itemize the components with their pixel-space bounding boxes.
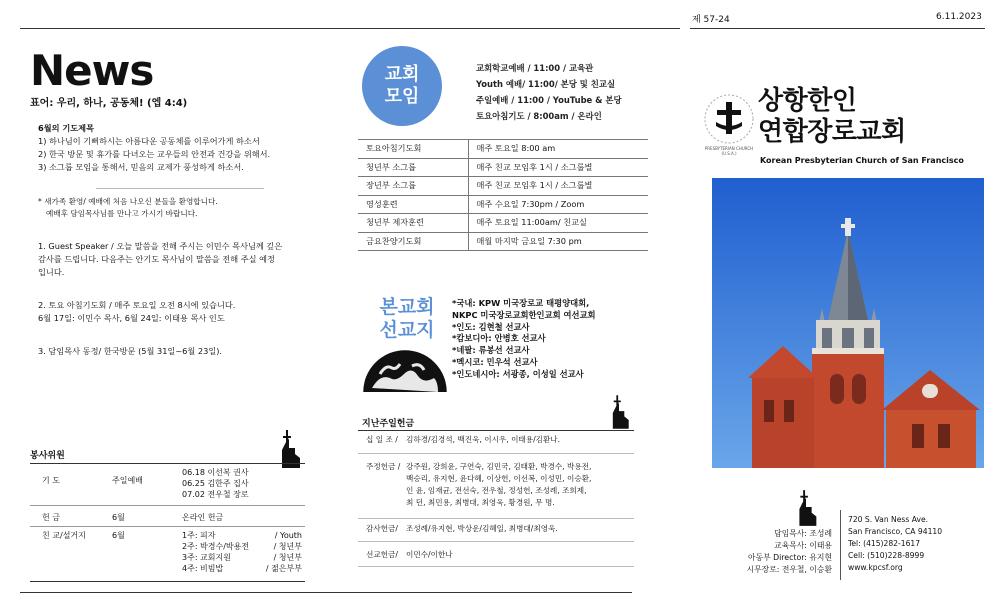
service-entry: 06.25 김한주 집사: [182, 479, 249, 488]
offering-label: 십 일 조 /: [366, 435, 398, 444]
church-address: [848, 514, 942, 574]
missions-heading-line: 본교회: [379, 296, 435, 318]
row-rule: [30, 581, 305, 582]
fellowship-week: 2주: 박경수/박용전: [182, 542, 250, 551]
mission-item: *인도네시아: 서광종, 이성일 선교사: [452, 368, 584, 379]
column-divider: [840, 510, 841, 580]
service-value: 온라인 헌금: [182, 513, 224, 522]
offering-names: 백승리, 유지현, 윤다혜, 이상헌, 이선복, 이성민, 이승환,: [406, 474, 592, 483]
offerings-rule: [358, 430, 634, 431]
announcement-line: 1. Guest Speaker / 오늘 말씀을 전해 주시는 이민수 목사님께 깊은: [38, 241, 283, 251]
staff-list: [738, 528, 832, 576]
fellowship-group: / 청년부: [273, 553, 302, 562]
offering-names: 김하경/김경석, 백진욱, 이시우, 이태용/김환나.: [406, 435, 561, 444]
mission-item: *국내: KPW 미국장로교 태평양대회,: [452, 298, 590, 308]
offering-names: 강주원, 강희윤, 구연숙, 김민국, 김태환, 박경수, 박용전,: [406, 462, 592, 471]
offering-label: 선교헌금/: [366, 550, 398, 559]
schedule-table: [358, 139, 648, 251]
prayer-title: 6월의 기도제목: [38, 123, 95, 133]
worship-time: 토요아침기도 / 8:00am / 온라인: [476, 111, 602, 121]
worship-time: 교회학교예배 / 11:00 / 교육관: [476, 63, 594, 73]
fellowship-week: 4주: 비빔밥: [182, 564, 224, 573]
schedule-name: 토요아침기도회: [358, 140, 468, 159]
worship-time: 주일예배 / 11:00 / YouTube & 본당: [476, 95, 622, 105]
offering-tithe: [366, 434, 634, 446]
staff-item: 담임목사: 조성례: [774, 529, 832, 538]
schedule-time: 매월 마지막 금요일 7:30 pm: [468, 232, 648, 251]
row-rule: [358, 541, 634, 542]
church-name: [758, 86, 906, 148]
schedule-name: 청년부 제자훈련: [358, 214, 468, 233]
announcement-1: [38, 240, 308, 279]
row-rule: [30, 505, 305, 506]
address-line: San Francisco, CA 94110: [848, 527, 943, 536]
schedule-name: 영성훈련: [358, 195, 468, 214]
service-label: 기 도: [42, 476, 60, 485]
schedule-row: [358, 195, 648, 214]
offering-names: 이민수/이한나: [406, 550, 453, 559]
prayer-topics: [38, 122, 308, 174]
globe-icon: [362, 344, 448, 392]
church-icon: [604, 394, 634, 430]
announcement-line: 입니다.: [38, 267, 65, 277]
service-label: 헌 금: [42, 513, 60, 522]
service-sub: 주일예배: [112, 476, 143, 485]
mission-item: NKPC 미국장로교회한인교회 여선교회: [452, 309, 596, 320]
mission-item: *인도: 김현철 선교사: [452, 321, 530, 332]
mission-item: *멕시코: 민우석 선교사: [452, 356, 538, 367]
announcement-line: 3. 담임목사 동정/ 한국방문 (5월 31일~6월 23일).: [38, 346, 223, 356]
service-rule: [30, 463, 305, 464]
church-photo: [712, 178, 984, 468]
row-rule: [358, 518, 634, 519]
staff-item: 시무장로: 전우철, 이승환: [746, 565, 832, 574]
worship-times: [476, 60, 622, 124]
worship-time: Youth 예배/ 11:00/ 본당 및 친교실: [476, 79, 616, 89]
row-rule: [358, 566, 634, 567]
issue-date: 6.11.2023: [936, 12, 982, 22]
service-title: 봉사위원: [30, 451, 65, 461]
fellowship-week: 1주: 피자: [182, 531, 216, 540]
news-title: News: [30, 46, 154, 95]
prayer-item: 3) 소그룹 모임을 통해서, 믿음의 교제가 풍성하게 하소서.: [38, 162, 244, 172]
church-icon: [790, 490, 822, 526]
staff-item: 교육목사: 이태용: [774, 541, 832, 550]
schedule-time: 매주 토요일 11:00am/ 친교실: [468, 214, 648, 233]
fellowship-group: / 젊은부부: [265, 564, 302, 573]
pcusa-seal-icon: [702, 92, 756, 146]
mission-item: *네팔: 류봉선 선교사: [452, 345, 530, 356]
missions-heading-line: 선교지: [379, 319, 435, 341]
address-line: 720 S. Van Ness Ave.: [848, 515, 929, 524]
service-sub: 6월: [112, 531, 125, 540]
bottom-rule: [20, 592, 632, 593]
mission-item: *캄보디아: 안병호 선교사: [452, 333, 546, 344]
announcement-line: 2. 토요 아침기도회 / 매주 토요일 오전 8시에 있습니다.: [38, 300, 236, 310]
website-link[interactable]: www.kpcsf.org: [848, 563, 903, 572]
church-name-en: Korean Presbyterian Church of San Francisco: [760, 156, 964, 165]
church-name-line: 연합장로교회: [758, 117, 906, 147]
address-line: Tel: (415)282-1617: [848, 539, 921, 548]
service-entry: 07.02 전우철 장로: [182, 490, 249, 499]
schedule-row: [358, 214, 648, 233]
missions-list: [452, 298, 596, 381]
announcement-2: [38, 299, 308, 325]
issue-number: 제 57-24: [692, 15, 730, 25]
divider: [96, 188, 264, 189]
motto: 표어: 우리, 하나, 공동체! (엡 4:4): [30, 98, 188, 109]
offering-mission: [366, 549, 634, 561]
row-rule: [30, 526, 305, 527]
church-name-line: 상항한인: [758, 86, 857, 116]
offerings-title: 지난주일헌금: [362, 419, 415, 429]
announcement-3: [38, 345, 308, 358]
schedule-row: [358, 177, 648, 196]
address-line: Cell: (510)228-8999: [848, 551, 925, 560]
seal-caption: PRESBYTERIAN CHURCH (U.S.A.): [704, 146, 754, 156]
schedule-time: 매주 토요일 8:00 am: [468, 140, 648, 159]
fellowship-group: / 청년부: [273, 542, 302, 551]
schedule-row: [358, 158, 648, 177]
offering-names: 최 던, 최민용, 최병대, 최영욱, 황경원, 무 명.: [406, 498, 555, 507]
gathering-badge: [362, 46, 442, 126]
welcome-line: 예배후 담임목사님를 만나고 가시기 바랍니다.: [46, 209, 198, 218]
badge-line: 모임: [384, 86, 420, 107]
schedule-row: [358, 232, 648, 251]
welcome-note: [38, 196, 308, 220]
schedule-name: 청년부 소그룹: [358, 158, 468, 177]
prayer-item: 1) 하나님이 기뻐하시는 아름다운 공동체를 이루어가게 하소서: [38, 136, 260, 146]
fellowship-week: 3주: 교회지원: [182, 553, 231, 562]
announcement-line: 감사를 드립니다. 다음주는 안기도 목사님이 말씀을 전해 주실 예정: [38, 254, 275, 264]
row-rule: [358, 453, 634, 454]
prayer-item: 2) 한국 방문 및 휴가를 다녀오는 교우들의 안전과 건강을 위해서.: [38, 149, 271, 159]
welcome-line: * 새가족 환영/ 예배에 처음 나오신 분들을 환영합니다.: [38, 197, 218, 206]
offering-label: 감사헌금/: [366, 524, 398, 533]
schedule-time: 매주 수요일 7:30pm / Zoom: [468, 195, 648, 214]
offering-sunday: [366, 461, 634, 509]
schedule-time: 매주 친교 모임후 1시 / 소그룹별: [468, 158, 648, 177]
service-entry: 06.18 이선복 권사: [182, 468, 249, 477]
header-rule-right: [690, 28, 985, 29]
staff-item: 아동부 Director: 유지현: [748, 553, 832, 562]
service-sub: 6월: [112, 513, 125, 522]
schedule-row: [358, 140, 648, 159]
schedule-time: 매주 친교 모임후 1시 / 소그룹별: [468, 177, 648, 196]
offering-label: 주정헌금 /: [366, 462, 401, 471]
offering-names: 조성례/유지현, 박상운/김혜일, 최병대/최영욱.: [406, 524, 558, 533]
badge-line: 교회: [384, 64, 420, 85]
header-rule: [20, 28, 680, 29]
service-label: 친 교/설거지: [42, 531, 86, 540]
fellowship-group: / Youth: [274, 531, 302, 540]
offering-gratitude: [366, 523, 634, 535]
schedule-name: 장년부 소그룹: [358, 177, 468, 196]
schedule-name: 금요찬양기도회: [358, 232, 468, 251]
announcement-line: 6월 17일: 이민수 목사, 6월 24일: 이태용 목사 인도: [38, 313, 225, 323]
missions-heading: [368, 296, 446, 342]
offering-names: 인 윤, 임재균, 전선숙, 전우철, 정성헌, 조성례, 조희제,: [406, 486, 587, 495]
